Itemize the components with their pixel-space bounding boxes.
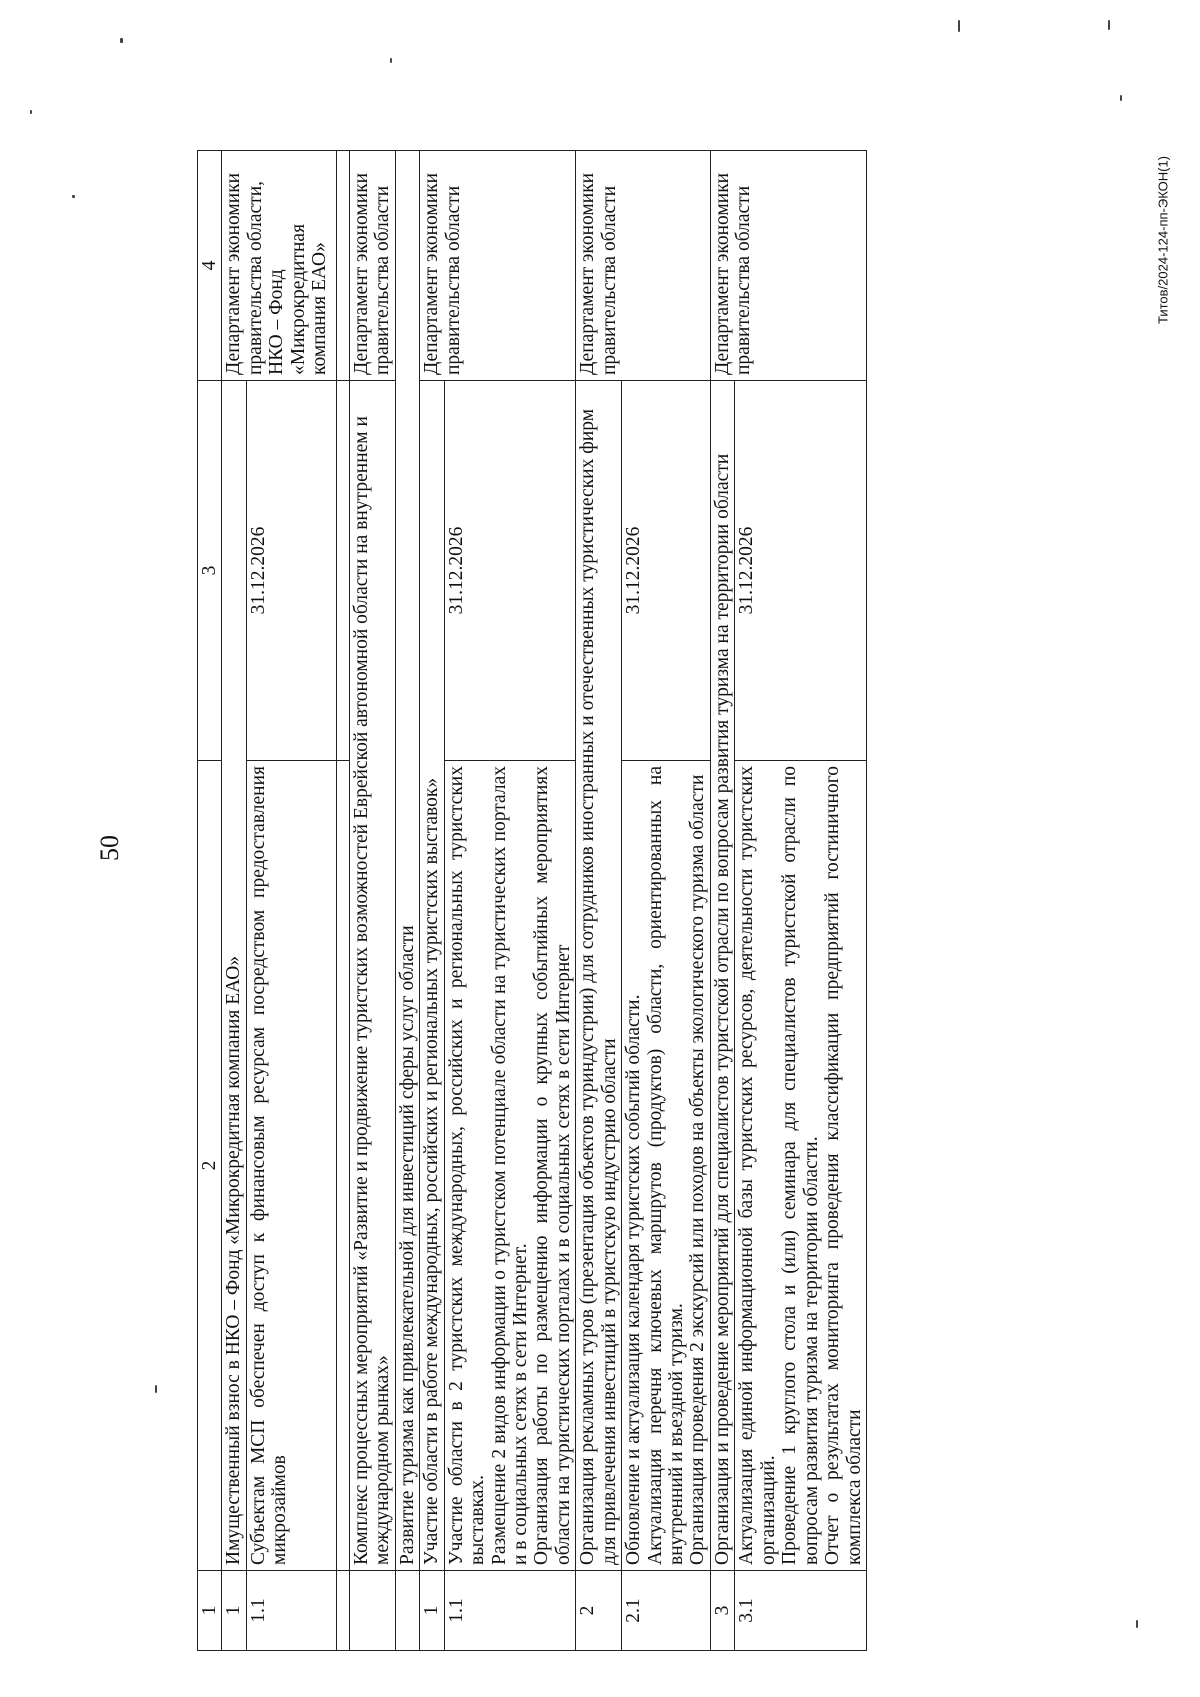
row-text: Организация и проведение мероприятий для специалистов туристской отрасли по вопросам развития туризма на территории области — [710, 381, 734, 1571]
row-number: 3.1 — [735, 1571, 867, 1651]
row-text-line: Проведение 1 круглого стола и (или) семинара для специалистов туристской отрасли по вопросам развития туризма на территории области. — [779, 766, 822, 1565]
plan-table — [197, 150, 867, 1651]
row-text: Организация рекламных туров (презентация объектов туриндустрии) для сотрудников иностранных и отечественных туристических фирм для привлечения инвестиций в туристскую индустрию области — [576, 381, 622, 1571]
row-number: 1.1 — [444, 1571, 576, 1651]
plan-table-wrapper — [197, 151, 1097, 1651]
responsible-cell: Департамент экономики правительства области — [349, 151, 395, 381]
responsible-cell: Департамент экономики правительства области — [420, 151, 576, 381]
header-col-1: 1 — [198, 1571, 222, 1651]
table-row — [395, 151, 419, 1651]
row-date: 31.12.2026 — [246, 381, 336, 761]
row-text-line: Организация проведения 2 экскурсий или походов на объекты экологического туризма области — [687, 774, 709, 1565]
row-number: 3 — [710, 1571, 734, 1651]
table-row — [576, 151, 622, 1651]
responsible-line: «Микрокредитная — [287, 223, 309, 375]
row-number: 1.1 — [246, 1571, 336, 1651]
scan-speck — [30, 110, 32, 114]
row-date: 31.12.2026 — [735, 381, 867, 761]
row-text — [622, 761, 711, 1571]
header-col-3: 3 — [198, 381, 222, 761]
row-text-line: Обновление и актуализация календаря туристских событий области. — [623, 994, 645, 1565]
row-text-line: Актуализация единой информационной базы туристских ресурсов, деятельности туристских организаций. — [736, 766, 779, 1565]
row-date: 31.12.2026 — [444, 381, 576, 761]
table-row — [222, 151, 246, 1651]
header-col-2: 2 — [198, 761, 222, 1571]
responsible-cell: Департамент экономики правительства области — [710, 151, 866, 381]
responsible-cell: Департамент экономики правительства области — [576, 151, 711, 381]
spacer-row — [336, 151, 349, 1651]
row-text: Субъектам МСП обеспечен доступ к финансовым ресурсам посредством предоставления микрозаймов — [246, 761, 336, 1571]
document-code: Титов/2024-124-пп-ЭКОН(1) — [1155, 155, 1171, 325]
table-row — [420, 151, 444, 1651]
table-row — [710, 151, 734, 1651]
row-text-line: Размещение 2 видов информации о туристском потенциале области на туристических порталах и в социальных сетях в сети Интернет. — [488, 766, 531, 1565]
scan-speck — [958, 20, 960, 32]
row-text — [735, 761, 867, 1571]
table-row — [349, 151, 395, 1651]
row-text-line: Актуализация перечня ключевых маршрутов (продуктов) области, ориентированных на внутренний и въездной туризм. — [644, 766, 687, 1565]
scan-speck — [1108, 20, 1110, 30]
row-text-line: Участие области в 2 туристских международных, российских и региональных туристских выставках. — [445, 766, 489, 1565]
row-text-line: Отчет о результатах мониторинга проведения классификации предприятий гостиничного комплекса области — [822, 766, 865, 1565]
responsible-line: компания ЕАО» — [309, 242, 331, 375]
header-row — [198, 151, 222, 1651]
scan-speck — [155, 1385, 157, 1393]
row-number: 1 — [222, 1571, 246, 1651]
row-number: 1 — [420, 1571, 444, 1651]
header-col-4: 4 — [198, 151, 222, 381]
row-text-line: Организация работы по размещению информации о крупных событийных мероприятиях области на туристических порталах и в социальных сетях в сети Интернет — [531, 766, 574, 1565]
row-number: 2.1 — [622, 1571, 711, 1651]
responsible-line: Департамент экономики правительства области, — [223, 172, 266, 375]
scan-speck — [72, 195, 75, 198]
page-number: 50 — [95, 835, 124, 861]
row-number: 2 — [576, 1571, 622, 1651]
scan-speck — [1136, 1620, 1138, 1628]
row-text: Участие области в работе международных, российских и региональных туристских выставок» — [420, 381, 444, 1571]
section-title: Развитие туризма как привлекательной для инвестиций сферы услуг области — [395, 151, 419, 1571]
row-text: Имущественный взнос в НКО – Фонд «Микрокредитная компания ЕАО» — [222, 381, 246, 1571]
responsible-line: НКО – Фонд — [266, 269, 288, 375]
scan-speck — [1120, 95, 1122, 101]
responsible-cell — [222, 151, 336, 381]
row-date: 31.12.2026 — [622, 381, 711, 761]
scan-speck — [390, 58, 392, 63]
scan-speck — [120, 38, 123, 43]
complex-title: Комплекс процессных мероприятий «Развитие и продвижение туристских возможностей Еврейской автономной области на внутреннем и международном рынках» — [349, 381, 395, 1571]
row-text — [444, 761, 576, 1571]
